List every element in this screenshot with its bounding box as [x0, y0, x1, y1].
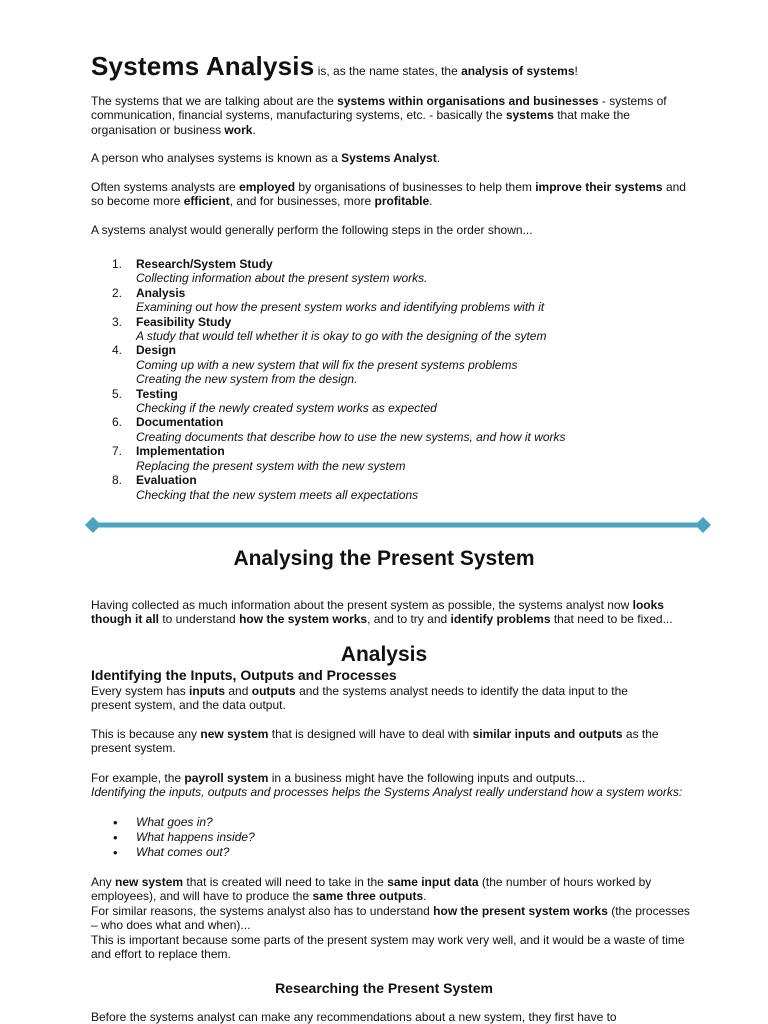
step-number: 6. — [112, 415, 123, 430]
step-number: 4. — [112, 343, 123, 358]
text-run: by organisations of businesses to help them — [295, 180, 536, 194]
step-description: Replacing the present system with the new system — [136, 458, 406, 473]
step-item — [91, 387, 711, 416]
section-heading-present-system: Analysing the Present System — [233, 547, 535, 570]
bold-run: identify problems — [450, 612, 551, 627]
text-run: as the present system. — [91, 727, 659, 756]
step-description: Examining out how the present system works and identifying problems with it — [136, 300, 545, 315]
text-run: and so become more — [91, 180, 686, 209]
question-bullet: • What happens inside? — [113, 830, 255, 845]
step-name: Evaluation — [136, 473, 197, 488]
text-run: to understand — [159, 612, 240, 627]
step-description: A study that would tell whether it is okay to go with the designing of the sytem — [136, 329, 547, 344]
text-run: - systems of communication, financial systems, manufacturing systems, etc. - basically the — [91, 94, 667, 123]
step-item — [91, 257, 711, 286]
step-description: Creating the new system from the design. — [136, 372, 358, 387]
title-tagline-bold: analysis of systems — [461, 64, 575, 78]
text-run: This is important because some parts of the present system may work very well, and it would be a waste of time and effort to replace them. — [91, 932, 685, 962]
intro-paragraph-2 — [91, 151, 691, 165]
text-run: Any — [91, 875, 116, 889]
analysis-paragraph-1 — [91, 684, 671, 713]
text-run: that need to be fixed... — [550, 612, 673, 627]
bold-run: improve their systems — [535, 180, 663, 194]
step-name: Implementation — [136, 444, 225, 459]
bold-run: systems within organisations and businesses — [337, 94, 599, 108]
text-run: and — [225, 684, 252, 698]
text-run: and the systems analyst needs to identify the data input to the present system, and the data output. — [91, 684, 628, 713]
step-number: 5. — [112, 386, 123, 401]
title-tagline-end: ! — [574, 64, 578, 78]
bold-run: new system — [200, 727, 269, 741]
text-run: . — [423, 889, 427, 904]
bold-run: employed — [239, 180, 296, 194]
step-number: 8. — [112, 473, 123, 488]
text-run: , and to try and — [367, 612, 451, 627]
title-tagline: is, as the name states, the — [314, 64, 462, 78]
step-item — [91, 473, 711, 502]
text-run: . — [429, 194, 433, 209]
text-run: , and for businesses, more — [229, 194, 375, 209]
text-run: For similar reasons, the systems analyst also has to understand — [91, 903, 434, 918]
text-run: Often systems analysts are — [91, 180, 240, 194]
present-system-paragraph — [91, 598, 691, 627]
step-name: Documentation — [136, 415, 224, 430]
step-item — [91, 415, 711, 444]
step-number: 7. — [112, 444, 123, 459]
text-run: . — [436, 151, 441, 165]
research-paragraph: Before the systems analyst can make any recommendations about a new system, they first have to — [91, 1010, 617, 1024]
title-line — [91, 50, 731, 87]
step-number: 2. — [112, 285, 123, 300]
question-bullet: • What goes in? — [113, 815, 255, 830]
text-run: A person who analyses systems is known as a — [91, 151, 342, 165]
question-bullet: • What comes out? — [113, 845, 255, 860]
bold-run: profitable — [374, 194, 430, 209]
page-title: Systems Analysis — [91, 51, 315, 81]
analysis-paragraph-3 — [91, 771, 691, 800]
researching-heading: Researching the Present System — [275, 980, 493, 996]
intro-paragraph-3 — [91, 180, 691, 209]
text-run: that make the organisation or business — [91, 108, 630, 137]
text-run: that is created will need to take in the — [183, 875, 388, 889]
bold-run: how the system works — [239, 612, 368, 627]
text-run: in a business might have the following inputs and outputs... — [268, 771, 586, 785]
step-name: Design — [136, 343, 177, 358]
text-run: For example, the — [91, 771, 185, 785]
step-description: Coming up with a new system that will fix the present systems problems — [136, 357, 518, 372]
step-item — [91, 286, 711, 315]
text-run: This is because any — [91, 727, 201, 741]
text-run: . — [252, 122, 256, 137]
step-description: Checking that the new system meets all expectations — [136, 487, 419, 502]
step-description: Collecting information about the present system works. — [136, 271, 428, 286]
analysis-paragraph-4 — [91, 875, 691, 961]
bold-run: efficient — [183, 194, 230, 209]
text-run: The systems that we are talking about are the — [91, 94, 338, 108]
steps-list — [91, 257, 711, 502]
italic-run: Identifying the inputs, outputs and processes helps the Systems Analyst really understand how a system works: — [91, 785, 683, 800]
bold-run: same input data — [387, 875, 479, 889]
text-run: (the number of hours worked by employees), and will have to produce the — [91, 875, 652, 904]
bold-run: similar inputs and outputs — [472, 727, 623, 741]
bold-run: payroll system — [184, 771, 269, 785]
step-item — [91, 343, 711, 386]
bold-run: work — [224, 122, 253, 137]
text-run: (the processes – who does what and when)... — [91, 903, 690, 933]
step-description: Creating documents that describe how to use the new systems, and how it works — [136, 429, 566, 444]
step-number: 3. — [112, 314, 123, 329]
intro-paragraph-1 — [91, 94, 691, 137]
divider-diamond-right — [695, 517, 711, 533]
bold-run: looks though it all — [91, 598, 664, 627]
step-item — [91, 444, 711, 473]
bold-run: inputs — [189, 684, 226, 698]
inputs-outputs-subheading: Identifying the Inputs, Outputs and Processes — [91, 667, 397, 683]
text-run: Every system has — [91, 684, 190, 698]
step-description: Checking if the newly created system works as expected — [136, 401, 437, 416]
bold-run: new system — [115, 875, 184, 889]
bold-run: Systems Analyst — [341, 151, 437, 165]
text-run: Having collected as much information about the present system as possible, the systems analyst now — [91, 598, 633, 612]
analysis-heading: Analysis — [340, 643, 428, 666]
bold-run: outputs — [251, 684, 296, 698]
question-bullet-list — [113, 815, 255, 860]
step-item — [91, 315, 711, 344]
bold-run: how the present system works — [433, 903, 608, 918]
analysis-paragraph-2 — [91, 727, 681, 756]
divider-diamond-left — [85, 517, 101, 533]
bold-run: same three outputs — [312, 889, 424, 904]
text-run: that is designed will have to deal with — [268, 727, 473, 741]
step-name: Analysis — [136, 285, 186, 300]
step-number: 1. — [112, 257, 123, 271]
step-name: Feasibility Study — [136, 314, 232, 329]
step-name: Testing — [136, 386, 178, 401]
bold-run: systems — [505, 108, 554, 123]
intro-paragraph-4: A systems analyst would generally perform the following steps in the order shown... — [91, 223, 533, 237]
step-name: Research/System Study — [136, 257, 273, 271]
section-divider — [84, 516, 712, 534]
